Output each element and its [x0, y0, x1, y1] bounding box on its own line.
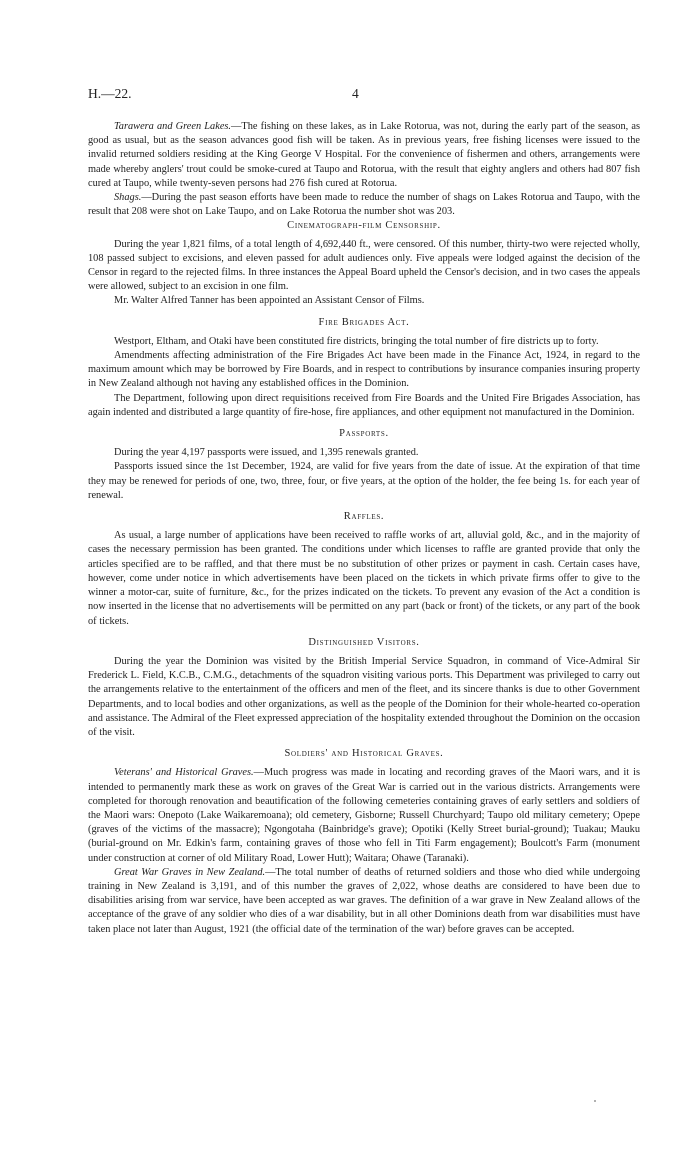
paragraph-lead: Shags. [114, 192, 142, 204]
document-reference: H.—22. [88, 86, 132, 101]
section-heading-passports: Passports. [339, 428, 389, 440]
paragraph-fire-1: Westport, Eltham, and Otaki have been constituted fire districts, bringing the total number of fire districts up to forty. [114, 335, 599, 347]
paragraph-passports-2: Passports issued since the 1st December, 1924, are valid for five years from the date of issue. At the expiration of that time they may be renewed for periods of one, two, three, four, or five years, at the option of the holder, the fee being 1s. for each year of renewal. [88, 461, 640, 501]
paragraph-visitors-1: During the year the Dominion was visited by the British Imperial Service Squadron, in command of Vice-Admiral Sir Frederick L. Field, K.C.B., C.M.G., detachments of the squadron visiting various ports. This Department was privileged to carry out the arrangements relative to the entertainment of the officers and men of the fleet, and its sincere thanks is due to other Government Departments, and to local bodies and other organizations, as well as the people of the Dominion for their whole-hearted co-operation and assistance. The Admiral of the Fleet expressed appreciation of the hospitality extended throughout the Dominion on the occasion of the visit. [88, 655, 640, 738]
paragraph-lead: Great War Graves in New Zealand. [114, 866, 266, 878]
paragraph-graves-1 [88, 766, 640, 865]
paragraph-lead: Veterans' and Historical Graves. [114, 767, 254, 779]
page-header [88, 86, 640, 110]
paragraph-passports-1: During the year 4,197 passports were issued, and 1,395 renewals granted. [114, 447, 419, 459]
paragraph-text: —Much progress was made in locating and recording graves of the Maori wars, and it is intended to permanently mark these as work on graves of the Great War is carried out in the various districts. Arrangements were completed for thorough renovation and beautification of the following cemeteries containing graves of early settlers and soldiers of the Maori wars: Onepoto (Lake Waikaremoana); old cemetery, Gisborne; Russell Churchyard; Taupo old military cemetery; Opepe (graves of the victims of the massacre); Ngongotaha (Bainbridge's grave); Opotiki (Kelly Street burial-ground); Tuakau; Mauku (burial-ground on Mr. Edkin's farm, containing graves of those who fell in Titi Farm engagement); Boulcott's Farm (monument under construction at corner of old Military Road, Lower Hutt); Waitara; Ohawe (Taranaki). [88, 767, 640, 864]
paragraph-text: —The fishing on these lakes, as in Lake Rotorua, was not, during the early part of the season, as good as usual, but as the season advances good fish will be taken. As in previous years, free fishing licenses were issued to the invalid returned soldiers residing at the King George V Hospital. For the convenience of fishermen and others, arrangements were made whereby anglers' trout could be smoke-cured at Taupo and Rotorua, with the result that eighty anglers and others had 807 fish cured at Taupo, while twenty-seven persons had 276 fish cured at Rotorua. [88, 121, 640, 189]
paragraph-shags [88, 191, 640, 219]
section-heading-fire-brigades: Fire Brigades Act. [318, 316, 410, 328]
scan-speck [594, 1100, 596, 1102]
paragraph-fire-3: The Department, following upon direct requisitions received from Fire Boards and the United Fire Brigades Association, has again indented and distributed a large quantity of fire-hose, fire appliances, and other equipment not manufactured in the Dominion. [88, 392, 640, 418]
section-heading-raffles: Raffles. [343, 511, 385, 523]
paragraph-text: —The total number of deaths of returned soldiers and those who died while undergoing training in New Zealand is 3,191, and of this number the graves of 2,022, whose deaths are considered to have been due to disabilities arising from war service, have been accepted as war graves. The definition of a war grave in New Zealand allows of the acceptance of the grave of any soldier who dies of a war disability, but in all other Dominions death from war disabilities must have taken place not later than August, 1921 (the official date of the termination of the war) before graves can be accepted. [88, 866, 640, 935]
page-number: 4 [352, 86, 359, 101]
page-body [88, 120, 640, 937]
paragraph-lead: Tarawera and Green Lakes. [114, 121, 232, 132]
paragraph-film-1: During the year 1,821 films, of a total length of 4,692,440 ft., were censored. Of this number, thirty-two were rejected wholly, 108 passed subject to excisions, and eleven passed for adult audiences only. Five appeals were lodged against the decision of the Censor in regard to the rejected films. In three instances the Appeal Board upheld the Censor's decision, and in two cases the appeals were allowed, subject to an excision in one film. [88, 238, 640, 293]
paragraph-fire-2: Amendments affecting administration of the Fire Brigades Act have been made in the Finance Act, 1924, in regard to the maximum amount which may be borrowed by Fire Boards, and in respect to contributions by insurance companies insuring property in New Zealand although not having any established offices in the Dominion. [88, 350, 640, 390]
paragraph-film-2: Mr. Walter Alfred Tanner has been appointed an Assistant Censor of Films. [114, 295, 425, 307]
paragraph-graves-2 [88, 866, 640, 937]
section-heading-film-censorship: Cinematograph-film Censorship. [287, 220, 441, 232]
paragraph-raffles-1: As usual, a large number of applications have been received to raffle works of art, alluvial gold, &c., and in the majority of cases the necessary permission has been granted. The conditions under which licenses to raffle are granted provide that only the articles specified are to be raffled, and that there must be no substitution of other prizes or payment in cash. Certain cases have, however, come under notice in which advertisements have been placed on the tickets in which private firms offer to give to the winner a motor-car, suite of furniture, &c., for the prizes indicated on the tickets. To prevent any evasion of the Act a condition is now inserted in the license that no advertisements will be permitted on any part (back or front) of the tickets, or any part of the book of tickets. [88, 530, 640, 627]
paragraph-lakes [88, 120, 640, 191]
section-heading-graves: Soldiers' and Historical Graves. [284, 748, 444, 760]
paragraph-text: —During the past season efforts have been made to reduce the number of shags on Lakes Rotorua and Taupo, with the result that 208 were shot on Lake Taupo, and on Lake Rotorua the number shot was 203. [88, 192, 640, 218]
section-heading-distinguished-visitors: Distinguished Visitors. [308, 636, 420, 648]
